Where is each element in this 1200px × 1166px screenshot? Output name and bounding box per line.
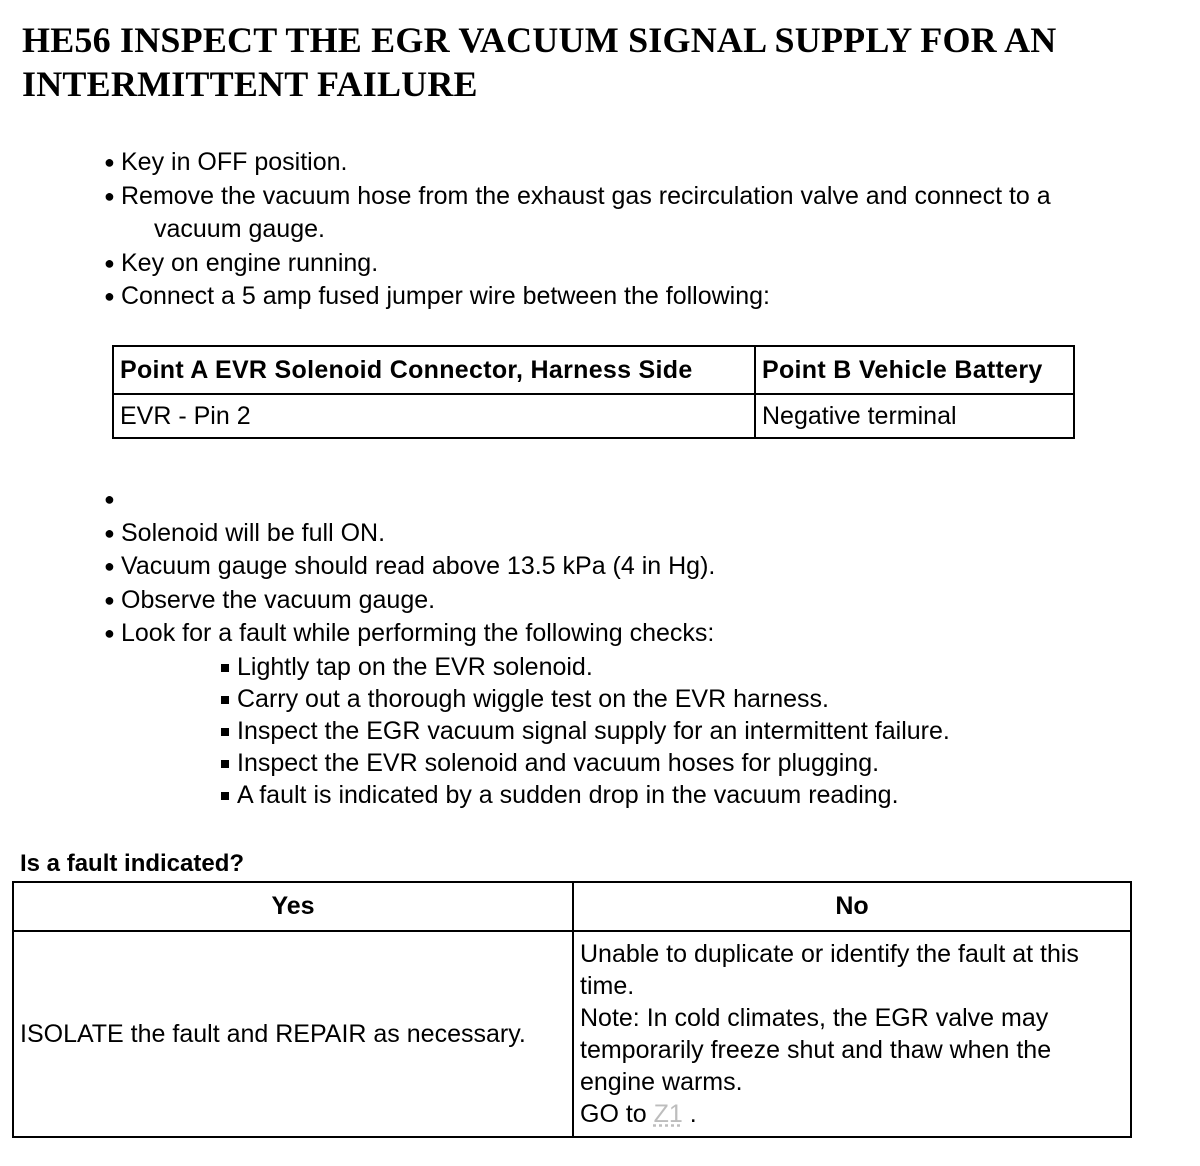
list-item: ● Key on engine running.: [104, 247, 1051, 281]
table-row: [113, 394, 1074, 438]
square-bullet-icon: [221, 760, 229, 768]
no-text-1: Unable to duplicate or identify the fault at this time.: [580, 940, 1079, 1000]
observation-steps: [104, 483, 950, 811]
square-bullet-icon: [221, 664, 229, 672]
bullet-icon: ●: [104, 522, 115, 543]
yes-header: Yes: [13, 882, 573, 931]
jumper-wire-table: [112, 345, 1075, 439]
list-item: Carry out a thorough wiggle test on the EVR harness.: [221, 683, 950, 715]
result-table: [12, 881, 1132, 1138]
point-b-header: Point B Vehicle Battery: [755, 346, 1074, 394]
list-item: Inspect the EVR solenoid and vacuum hoses for plugging.: [221, 747, 950, 779]
procedure-steps: [104, 146, 1051, 314]
no-text-2: Note: In cold climates, the EGR valve may temporarily freeze shut and thaw when the engine warms.: [580, 1004, 1052, 1096]
yes-cell: ISOLATE the fault and REPAIR as necessary.: [13, 931, 573, 1137]
table-row: [13, 931, 1131, 1137]
point-b-cell: Negative terminal: [755, 394, 1074, 438]
question-heading: Is a fault indicated?: [20, 850, 245, 877]
no-cell: [573, 931, 1131, 1137]
table-header-row: [113, 346, 1074, 394]
list-item: ● Observe the vacuum gauge.: [104, 584, 950, 618]
list-item: Inspect the EGR vacuum signal supply for an intermittent failure.: [221, 715, 950, 747]
goto-link[interactable]: Z1: [653, 1100, 683, 1128]
bullet-icon: ●: [104, 589, 115, 610]
square-bullet-icon: [221, 792, 229, 800]
list-item: ● Look for a fault while performing the following checks: Lightly tap on the EVR solenoid. Carry out a thorough wiggle test on the EVR harness. Inspect the EGR vacuum signal supply for an intermittent failure. Inspect the EVR solenoid and vacuum hoses for plugging. A fault is indicated by a sudden drop in the vacuum reading.: [104, 619, 950, 809]
list-item: ● Remove the vacuum hose from the exhaust gas recirculation valve and connect to a vacuum gauge.: [104, 181, 1051, 243]
bullet-icon: ●: [104, 286, 115, 306]
bullet-icon: ●: [104, 623, 115, 643]
list-item: ● Key in OFF position.: [104, 146, 1051, 180]
bullet-icon: ●: [104, 252, 115, 273]
table-header-row: [13, 882, 1131, 931]
bullet-icon: ●: [104, 489, 115, 509]
square-bullet-icon: [221, 728, 229, 736]
list-item: [104, 483, 950, 517]
goto-line: GO to Z1 .: [580, 1100, 697, 1128]
list-item: A fault is indicated by a sudden drop in the vacuum reading.: [221, 779, 950, 811]
list-item: ● Solenoid will be full ON.: [104, 517, 950, 551]
no-header: No: [573, 882, 1131, 931]
list-item: ● Connect a 5 amp fused jumper wire between the following:: [104, 280, 1051, 314]
check-list: [121, 651, 950, 811]
square-bullet-icon: [221, 696, 229, 704]
bullet-icon: ●: [104, 185, 115, 206]
page-title: HE56 INSPECT THE EGR VACUUM SIGNAL SUPPLY FOR AN INTERMITTENT FAILURE: [22, 20, 1057, 104]
point-a-cell: EVR - Pin 2: [113, 394, 755, 438]
list-item: Lightly tap on the EVR solenoid.: [221, 651, 950, 683]
point-a-header: Point A EVR Solenoid Connector, Harness Side: [113, 346, 755, 394]
list-item: ● Vacuum gauge should read above 13.5 kPa (4 in Hg).: [104, 550, 950, 584]
bullet-icon: ●: [104, 152, 115, 172]
bullet-icon: ●: [104, 556, 115, 576]
